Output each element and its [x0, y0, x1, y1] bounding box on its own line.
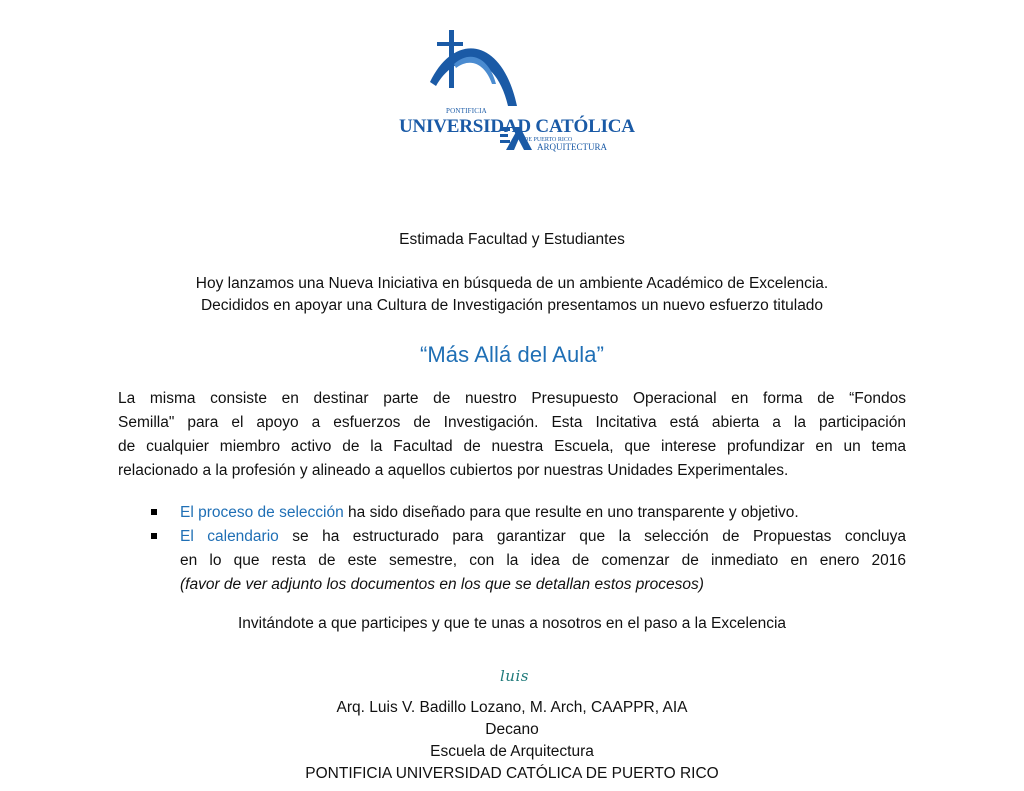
intro-line-2: Decididos en apoyar una Cultura de Investigación presentamos un nuevo esfuerzo titulado	[200, 297, 824, 314]
university-logo	[392, 24, 635, 154]
bullet-text: se ha estructurado para garantizar que la selección de Propuestas concluya	[278, 528, 906, 545]
paragraph-line: relacionado a la profesión y alineado a aquellos cubiertos por nuestras Unidades Experimentales.	[118, 462, 789, 479]
signer-role: Decano	[485, 721, 539, 738]
list-item	[150, 501, 906, 525]
logo-pontificia: PONTIFICIA	[446, 107, 487, 115]
paragraph-line: de cualquier miembro activo de la Facultad de nuestra Escuela, que interese profundizar en un tema	[118, 438, 906, 455]
square-bullet-icon	[151, 533, 157, 539]
signer-name: Arq. Luis V. Badillo Lozano, M. Arch, CAAPPR, AIA	[336, 699, 688, 716]
handwritten-signature: luis	[500, 667, 529, 685]
list-item	[150, 525, 906, 597]
description-paragraph	[118, 387, 906, 483]
bullet-note: (favor de ver adjunto los documentos en los que se detallan estos procesos)	[180, 576, 704, 593]
paragraph-line: La misma consiste en destinar parte de nuestro Presupuesto Operacional en forma de “Fondos	[118, 390, 906, 407]
logo-school: ARQUITECTURA	[537, 142, 607, 152]
paragraph-line: Semilla" para el apoyo a esfuerzos de Investigación. Esta Incitativa está abierta a la participación	[118, 414, 906, 431]
bullet-text: en lo que resta de este semestre, con la idea de comenzar de inmediato en enero 2016	[180, 552, 906, 569]
signer-school: Escuela de Arquitectura	[430, 743, 594, 760]
invitation: Invitándote a que participes y que te unas a nosotros en el paso a la Excelencia	[237, 615, 787, 632]
signer-institution: PONTIFICIA UNIVERSIDAD CATÓLICA DE PUERTO RICO	[305, 765, 719, 782]
intro-line-1: Hoy lanzamos una Nueva Iniciativa en búsqueda de un ambiente Académico de Excelencia.	[195, 275, 829, 292]
logo-location: DE PUERTO RICO	[524, 137, 573, 143]
logo-university-name: UNIVERSIDAD CATÓLICA	[399, 116, 635, 137]
initiative-title: “Más Allá del Aula”	[419, 342, 605, 367]
calendar-link[interactable]: El calendario	[180, 528, 279, 545]
selection-process-link[interactable]: El proceso de selección	[180, 504, 344, 521]
square-bullet-icon	[151, 509, 157, 515]
greeting: Estimada Facultad y Estudiantes	[399, 231, 625, 248]
bullet-text: ha sido diseñado para que resulte en uno transparente y objetivo.	[343, 504, 799, 521]
bullet-list	[150, 501, 906, 597]
